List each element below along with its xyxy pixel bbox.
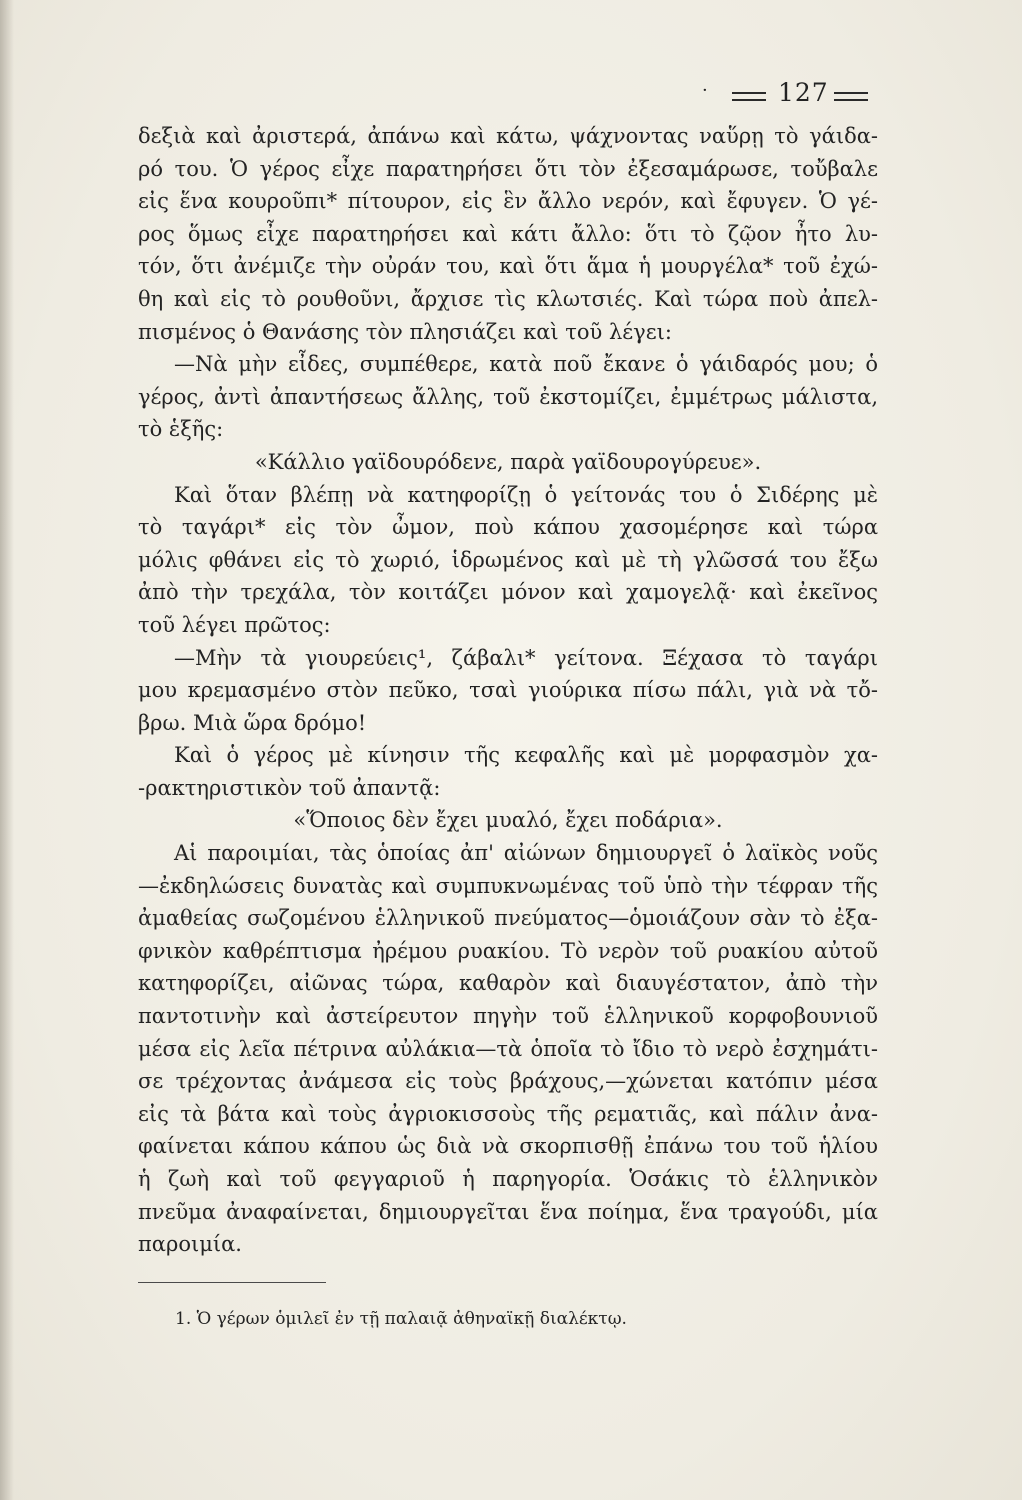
text-line: σε τρέχοντας ἀνάμεσα εἰς τοὺς βράχους,—χώνεται κατόπιν μέσα — [138, 1069, 878, 1094]
text-line: δεξιὰ καὶ ἀριστερά, ἀπάνω καὶ κάτω, ψάχνοντας ναὕρῃ τὸ γάιδα- — [138, 124, 878, 148]
text-line: φνικὸν καθρέπτισμα ἠρέμου ρυακίου. Τὸ νερὸν τοῦ ρυακίου αὐτοῦ — [138, 938, 878, 963]
text-line: ρό του. Ὁ γέρος εἶχε παρατηρήσει ὅτι τὸν ἐξεσαμάρωσε, τοὔβαλε — [138, 156, 878, 181]
dialogue-line: —Νὰ μὴν εἶδες, συμπέθερε, κατὰ ποῦ ἔκανε ὁ γάιδαρός μου; ὁ — [174, 352, 878, 377]
footnote-separator — [138, 1282, 326, 1283]
text-line: πνεῦμα ἀναφαίνεται, δημιουργεῖται ἕνα ποίημα, ἕνα τραγούδι, μία — [138, 1199, 878, 1224]
paragraph-start-line: Καὶ ὅταν βλέπῃ νὰ κατηφορίζῃ ὁ γείτονάς του ὁ Σιδέρης μὲ — [174, 482, 878, 507]
binding-shadow — [0, 0, 14, 1500]
paragraph-start-line: Αἱ παροιμίαι, τὰς ὁποίας ἀπ' αἰώνων δημιουργεῖ ὁ λαϊκὸς νοῦς — [174, 841, 878, 866]
text-line: μου κρεμασμένο στὸν πεῦκο, τσαὶ γιούρικα πίσω πάλι, γιὰ νὰ τὄ- — [138, 678, 878, 703]
text-line: τὸ ἑξῆς: — [138, 417, 224, 442]
header-rule-right-top — [834, 92, 868, 94]
dialogue-line: —Μὴν τὰ γιουρεύεις¹, ζάβαλι* γείτονα. Ξέχασα τὸ ταγάρι — [174, 645, 878, 670]
body-text — [138, 120, 878, 1261]
text-line: ἀμαθείας σωζομένου ἑλληνικοῦ πνεύματος—ὁμοιάζουν σὰν τὸ ἐξα- — [138, 906, 878, 931]
text-line: παροιμία. — [138, 1232, 242, 1257]
page-number: 127 — [778, 78, 829, 107]
text-line: τὸ ταγάρι* εἰς τὸν ὦμον, ποὺ κάπου χασομέρησε καὶ τώρα — [138, 515, 878, 540]
text-line: γέρος, ἀντὶ ἀπαντήσεως ἄλλης, τοῦ ἐκστομίζει, ἐμμέτρως μάλιστα, — [138, 384, 878, 409]
header-rule-left-top — [732, 92, 766, 94]
text-line: ἡ ζωὴ καὶ τοῦ φεγγαριοῦ ἡ παρηγορία. Ὁσάκις τὸ ἑλληνικὸν — [138, 1167, 878, 1191]
text-line: —ἐκδηλώσεις δυνατὰς καὶ συμπυκνωμένας τοῦ ὑπὸ τὴν τέφραν τῆς — [138, 873, 878, 898]
text-line: ἀπὸ τὴν τρεχάλα, τὸν κοιτάζει μόνον καὶ χαμογελᾷ· καὶ ἐκεῖνος — [138, 580, 878, 605]
text-line: μέσα εἰς λεῖα πέτρινα αὐλάκια—τὰ ὁποῖα τὸ ἴδιο τὸ νερὸ ἐσχημάτι- — [138, 1036, 878, 1061]
text-line: τόν, ὅτι ἀνέμιζε τὴν οὐράν του, καὶ ὅτι ἅμα ἡ μουργέλα* τοῦ ἐχώ- — [138, 254, 878, 279]
text-line: εἰς τὰ βάτα καὶ τοὺς ἀγριοκισσοὺς τῆς ρεματιᾶς, καὶ πάλιν ἀνα- — [138, 1101, 878, 1126]
proverb-line: «Κάλλιο γαϊδουρόδενε, παρὰ γαϊδουρογύρευε». — [254, 449, 762, 474]
text-line: θη καὶ εἰς τὸ ρουθοῦνι, ἄρχισε τὶς κλωτσιές. Καὶ τώρα ποὺ ἀπελ- — [138, 286, 878, 311]
paragraph-start-line: Καὶ ὁ γέρος μὲ κίνησιν τῆς κεφαλῆς καὶ μὲ μορφασμὸν χα- — [174, 743, 878, 768]
page-header — [700, 78, 880, 118]
proverb-line: «Ὅποιος δὲν ἔχει μυαλό, ἔχει ποδάρια». — [293, 808, 723, 833]
footnote: 1. Ὁ γέρων ὁμιλεῖ ἐν τῇ παλαιᾷ ἀθηναϊκῇ διαλέκτῳ. — [175, 1309, 627, 1329]
text-line: βρω. Μιὰ ὥρα δρόμο! — [138, 710, 367, 735]
text-line: -ρακτηριστικὸν τοῦ ἀπαντᾷ: — [138, 775, 441, 800]
text-line: τοῦ λέγει πρῶτος: — [138, 612, 331, 637]
text-line: παντοτινὴν καὶ ἀστείρευτον πηγὴν τοῦ ἑλληνικοῦ κορφοβουνιοῦ — [138, 1004, 878, 1029]
header-rule-right-bottom — [834, 99, 868, 101]
text-line: κατηφορίζει, αἰῶνας τώρα, καθαρὸν καὶ διαυγέστατον, ἀπὸ τὴν — [138, 971, 878, 996]
text-line: ρος ὅμως εἶχε παρατηρήσει καὶ κάτι ἄλλο: ὅτι τὸ ζῷον ἦτο λυ- — [138, 221, 878, 246]
text-line: μόλις φθάνει εἰς τὸ χωριό, ἱδρωμένος καὶ μὲ τὴ γλῶσσά του ἔξω — [138, 547, 878, 572]
header-mark: · — [702, 80, 708, 101]
header-rule-left-bottom — [732, 99, 766, 101]
text-line: πισμένος ὁ Θανάσης τὸν πλησιάζει καὶ τοῦ λέγει: — [138, 319, 672, 344]
text-line: εἰς ἕνα κουροῦπι* πίτουρον, εἰς ἓν ἄλλο νερόν, καὶ ἔφυγεν. Ὁ γέ- — [138, 189, 878, 214]
text-line: φαίνεται κάπου κάπου ὡς διὰ νὰ σκορπισθῇ ἐπάνω του τοῦ ἡλίου — [138, 1134, 878, 1159]
